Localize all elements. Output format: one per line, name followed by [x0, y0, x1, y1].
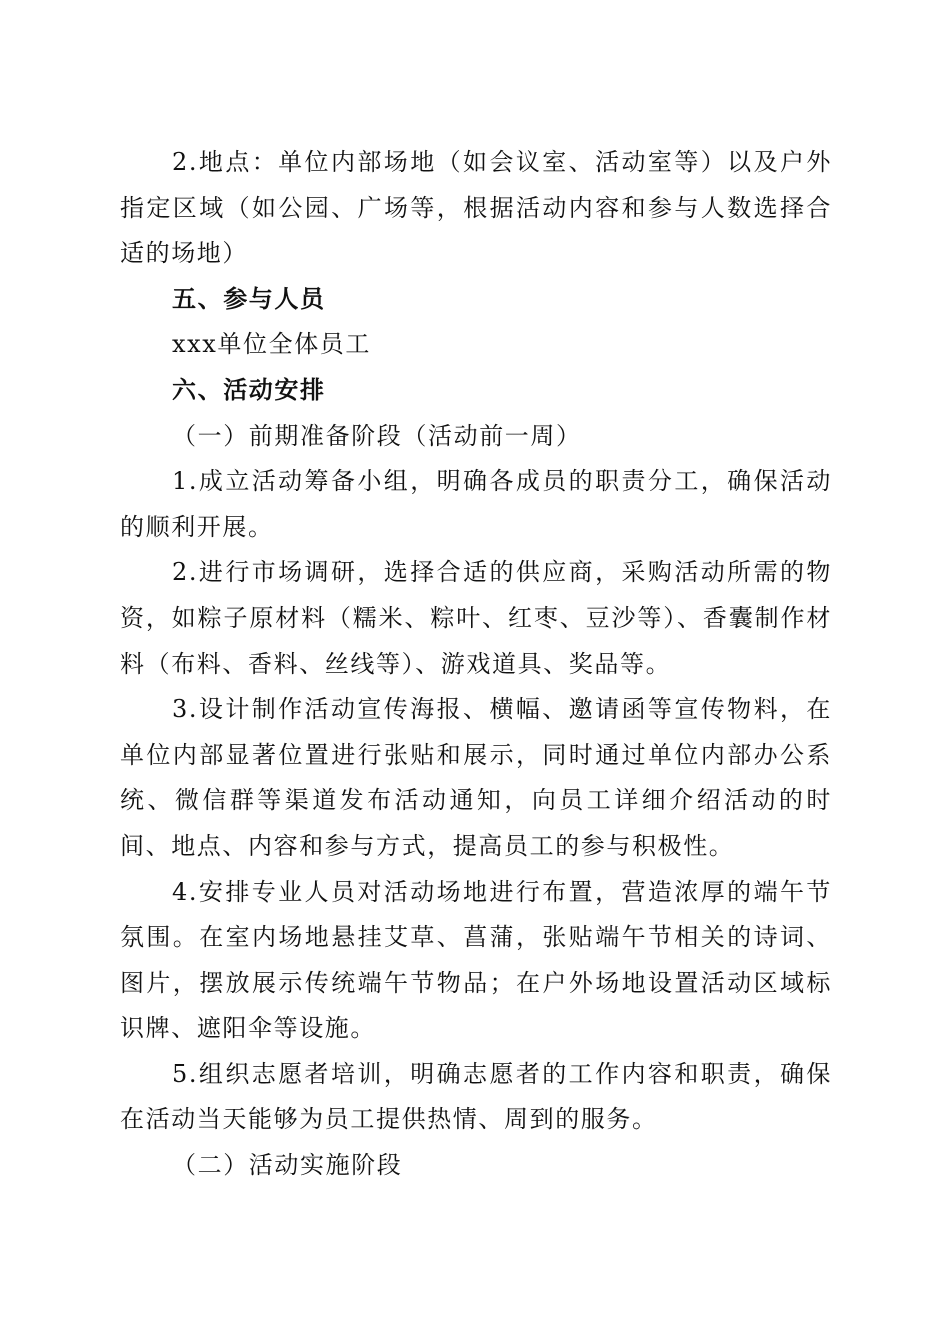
prep-item-5: 5.组织志愿者培训，明确志愿者的工作内容和职责，确保在活动当天能够为员工提供热情、周到的服务。 — [120, 1059, 832, 1134]
document-body — [120, 140, 832, 1189]
subheading-implementation-stage: （二）活动实施阶段 — [172, 1151, 403, 1180]
prep-item-1: 1.成立活动筹备小组，明确各成员的职责分工，确保活动的顺利开展。 — [120, 467, 832, 541]
section-heading-participants: 五、参与人员 — [172, 284, 326, 313]
participants-paragraph: xxx单位全体员工 — [172, 330, 372, 359]
prep-item-3: 3.设计制作活动宣传海报、横幅、邀请函等宣传物料，在单位内部显著位置进行张贴和展示，同时通过单位内部办公系统、微信群等渠道发布活动通知，向员工详细介绍活动的时间、地点、内容和参与方式，提高员工的参与积极性。 — [120, 695, 832, 860]
prep-item-4: 4.安排专业人员对活动场地进行布置，营造浓厚的端午节氛围。在室内场地悬挂艾草、菖蒲，张贴端午节相关的诗词、图片，摆放展示传统端午节物品；在户外场地设置活动区域标识牌、遮阳伞等设施。 — [120, 877, 832, 1043]
section-heading-schedule: 六、活动安排 — [172, 375, 326, 404]
location-paragraph: 2.地点：单位内部场地（如会议室、活动室等）以及户外指定区域（如公园、广场等，根据活动内容和参与人数选择合适的场地） — [120, 148, 832, 268]
subheading-preparation-stage: （一）前期准备阶段（活动前一周） — [172, 421, 582, 450]
prep-item-2: 2.进行市场调研，选择合适的供应商，采购活动所需的物资，如粽子原材料（糯米、粽叶、红枣、豆沙等）、香囊制作材料（布料、香料、丝线等）、游戏道具、奖品等。 — [120, 558, 832, 678]
